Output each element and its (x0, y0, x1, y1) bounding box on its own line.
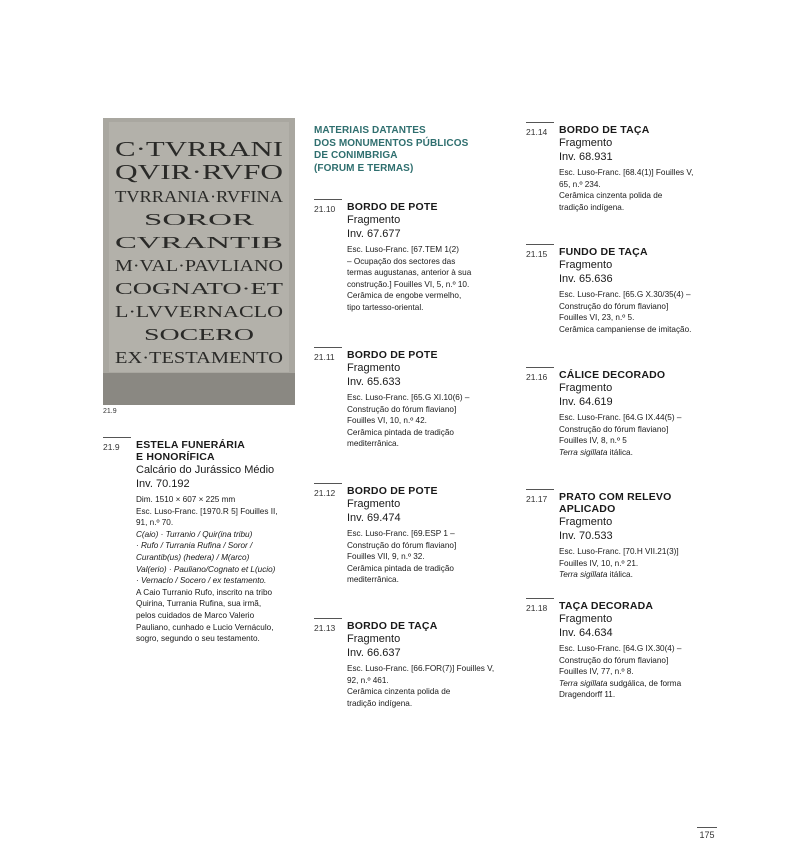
entry-detail-line: termas augustanas, anterior à sua (347, 268, 472, 278)
inscription-line: TVRRANIA·RVFINA (115, 187, 284, 206)
entry-detail-line: Construção do fórum flaviano] (347, 404, 457, 414)
entry-inventory: Inv. 66.637 (347, 646, 401, 659)
entry-ware-italic: Terra sigillata (559, 570, 608, 580)
entry-detail-line: Fouilles VI, 10, n.º 42. (347, 416, 427, 426)
entry-detail-line: Construção do fórum flaviano] (559, 301, 669, 311)
entry-ware-line (559, 569, 726, 581)
entry-material: Fragmento (559, 613, 613, 625)
entry-detail-line: tradição indígena. (347, 698, 413, 708)
entry-transcription-line: C(aio) · Turranio / Quir(ina tribu) (136, 529, 253, 539)
inscription-line: EX·TESTAMENTO (115, 348, 283, 367)
entry-detail-line: Esc. Luso-Franc. [1970.R 5] Fouilles II, (136, 506, 278, 516)
entry-details (136, 494, 278, 645)
entry-detail-line: Fouilles VI, 23, n.º 5. (559, 313, 635, 323)
inscription-line: CVRANTIB (115, 233, 283, 252)
inscription-line: QVIR·RVFO (115, 160, 283, 184)
entry-title: TAÇA DECORADA (559, 600, 654, 612)
entry-details (347, 392, 469, 450)
entry-transcription-line: · Vernaclo / Socero / ex testamento. (136, 576, 267, 586)
entry-detail-line: Cerâmica cinzenta polida de (559, 191, 663, 201)
entry-detail-line: construção.] Fouilles VI, 5, n.º 10. (347, 279, 470, 289)
entry-material: Calcário do Jurássico Médio (136, 464, 275, 476)
entry-details (559, 167, 693, 213)
entry-detail-line: – Ocupação dos sectores das (347, 256, 456, 266)
inscription-line: SOCERO (144, 325, 254, 344)
entry-number: 21.17 (526, 489, 554, 504)
entry-ware-italic: Terra sigillata (559, 678, 608, 688)
entry-title: BORDO DE POTE (347, 485, 438, 497)
entry-inventory: Inv. 65.636 (559, 272, 613, 285)
inscription-line: COGNATO·ET (115, 279, 284, 298)
entry-detail-line: Cerâmica pintada de tradição (347, 427, 454, 437)
entry-material: Fragmento (559, 259, 613, 271)
entry-details (559, 412, 681, 458)
entry-detail-line: Construção do fórum flaviano] (559, 655, 669, 665)
entry-ware-rest: itálica. (607, 570, 633, 580)
entry-detail-line: 92, n.º 461. (347, 675, 389, 685)
entry-number: 21.12 (314, 483, 342, 498)
entry-body (559, 369, 681, 458)
entry-title: BORDO DE TAÇA (347, 620, 438, 632)
entry-detail-line: Esc. Luso-Franc. [66.FOR(7)] Fouilles V, (347, 664, 495, 673)
entry-material: Fragmento (559, 516, 613, 528)
entry-detail-line: Esc. Luso-Franc. [64.G IX.30(4) – (559, 644, 682, 653)
entry-detail-line: Cerâmica campaniense de imitação. (559, 324, 692, 334)
entry-detail-line: Fouilles IV, 77, n.º 8. (559, 667, 634, 677)
stele-photo (103, 118, 295, 405)
entry-ware-italic: Terra sigillata (559, 447, 608, 457)
entry-material: Fragmento (347, 362, 401, 374)
entry-number: 21.16 (526, 367, 554, 382)
inscription-line: L·LVVERNACLO (115, 302, 283, 321)
entry-inventory: Inv. 69.474 (347, 511, 401, 524)
entry-detail-line: Dragendorff 11. (559, 690, 616, 700)
entry-title: CÁLICE DECORADO (559, 369, 666, 381)
inscription-line: C·TVRRANI (115, 137, 283, 161)
entry-detail-line: Esc. Luso-Franc. [64.G IX.44(5) – (559, 413, 682, 422)
entry-details (347, 663, 494, 709)
entry-detail-line: tipo tartesso-oriental. (347, 302, 424, 312)
entry-detail-line: Esc. Luso-Franc. [67.TEM 1(2) (347, 245, 459, 254)
entry-inventory: Inv. 67.677 (347, 227, 401, 240)
entry-ware-line (559, 678, 681, 690)
entry-detail-line: 91, n.º 70. (136, 518, 174, 528)
entry-detail-line: Fouilles IV, 8, n.º 5 (559, 436, 627, 446)
entry-transcription-line: Curantib(us) (hedera) / M(arco) (136, 552, 250, 562)
entry-detail-line: Dim. 1510 × 607 × 225 mm (136, 495, 236, 504)
entry-title: BORDO DE POTE (347, 349, 438, 361)
entry-body (347, 349, 469, 450)
entry-material: Fragmento (559, 382, 613, 394)
entry-body (347, 620, 494, 709)
entry-number: 21.10 (314, 199, 342, 214)
entry-translation-line: Pauliano, cunhado e Lucio Vernáculo, (136, 622, 274, 632)
entry-body (347, 201, 471, 314)
entry-ware-line (559, 447, 681, 459)
entry-translation-line: sogro, segundo o seu testamento. (136, 634, 260, 644)
entry-body (559, 491, 726, 581)
entry-title (136, 439, 278, 463)
entry-inventory: Inv. 70.192 (136, 477, 190, 490)
entry-detail-line: Fouilles IV, 10, n.º 21. (559, 558, 639, 568)
entry-ware-rest: sudgálica, de forma (607, 678, 682, 688)
page-number: 175 (697, 827, 717, 840)
section-heading-line: MATERIAIS DATANTES (314, 125, 426, 136)
entry-title: FUNDO DE TAÇA (559, 246, 648, 258)
entry-detail-line: Construção do fórum flaviano] (559, 424, 669, 434)
entry-inventory: Inv. 70.533 (559, 529, 613, 542)
entry-detail-line: mediterrânica. (347, 439, 399, 449)
section-heading-line: DOS MONUMENTOS PÚBLICOS (314, 137, 469, 149)
entry-body (136, 439, 278, 645)
entry-details (347, 244, 471, 314)
entry-details (559, 643, 681, 701)
entry-inventory: Inv. 68.931 (559, 150, 613, 163)
entry-transcription-line: · Rufo / Turrania Rufina / Soror / (136, 541, 253, 551)
section-heading (314, 125, 468, 175)
entry-detail-line: Fouilles VII, 9, n.º 32. (347, 552, 425, 562)
entry-body (347, 485, 456, 586)
entry-body (559, 246, 691, 335)
entry-title: PRATO COM RELEVO APLICADO (559, 491, 672, 515)
entry-details (559, 546, 726, 581)
section-heading-line: (FORUM E TERMAS) (314, 162, 414, 174)
entry-body (559, 600, 681, 701)
entry-inventory: Inv. 65.633 (347, 375, 401, 388)
entry-details (347, 528, 456, 586)
entry-detail-line: Esc. Luso-Franc. [69.ESP 1 – (347, 529, 455, 538)
entry-material: Fragmento (347, 498, 401, 510)
entry-number: 21.9 (103, 437, 131, 452)
entry-inventory: Inv. 64.619 (559, 395, 613, 408)
entry-transcription-line: Val(erio) · Pauliano/Cognato et L(ucio) (136, 564, 276, 574)
entry-number: 21.14 (526, 122, 554, 137)
entry-number: 21.13 (314, 618, 342, 633)
entry-number: 21.15 (526, 244, 554, 259)
entry-translation-line: Quirina, Turrania Rufina, sua irmã, (136, 599, 262, 609)
entry-number: 21.18 (526, 598, 554, 613)
entry-translation-line: pelos cuidados de Marco Valerio (136, 610, 255, 620)
entry-detail-line: Cerâmica pintada de tradição (347, 563, 454, 573)
entry-title: BORDO DE POTE (347, 201, 438, 213)
entry-inventory: Inv. 64.634 (559, 626, 613, 639)
entry-material: Fragmento (347, 214, 401, 226)
entry-detail-line: Construção do fórum flaviano] (347, 540, 457, 550)
entry-detail-line: Cerâmica de engobe vermelho, (347, 291, 462, 301)
entry-title-line: E HONORÍFICA (136, 451, 215, 463)
entry-body (559, 124, 693, 213)
entry-number: 21.11 (314, 347, 342, 362)
entry-detail-line: Esc. Luso-Franc. [68.4(1)] Fouilles V, (559, 168, 694, 177)
inscription-line: SOROR (144, 210, 256, 229)
inscription-line: M·VAL·PAVLIANO (115, 256, 283, 275)
entry-title-line: ESTELA FUNERÁRIA (136, 439, 245, 451)
entry-detail-line: 65, n.º 234. (559, 179, 601, 189)
entry-detail-line: tradição indígena. (559, 202, 625, 212)
entry-translation-line: A Caio Turranio Rufo, inscrito na tribo (136, 587, 273, 597)
entry-title: BORDO DE TAÇA (559, 124, 650, 136)
section-heading-line: DE CONIMBRIGA (314, 150, 398, 161)
stele-inscription (103, 118, 295, 405)
figure-caption: 21.9 (103, 408, 117, 415)
entry-material: Fragmento (559, 137, 613, 149)
entry-detail-line: mediterrânica. (347, 575, 399, 585)
entry-material: Fragmento (347, 633, 401, 645)
entry-detail-line: Esc. Luso-Franc. [65.G XI.10(6) – (347, 393, 470, 402)
entry-ware-rest: itálica. (607, 447, 633, 457)
entry-detail-line: Esc. Luso-Franc. [65.G X.30/35(4) – (559, 290, 691, 299)
entry-details (559, 289, 691, 335)
entry-detail-line: Cerâmica cinzenta polida de (347, 687, 451, 697)
entry-detail-line: Esc. Luso-Franc. [70.H VII.21(3)] (559, 547, 679, 556)
